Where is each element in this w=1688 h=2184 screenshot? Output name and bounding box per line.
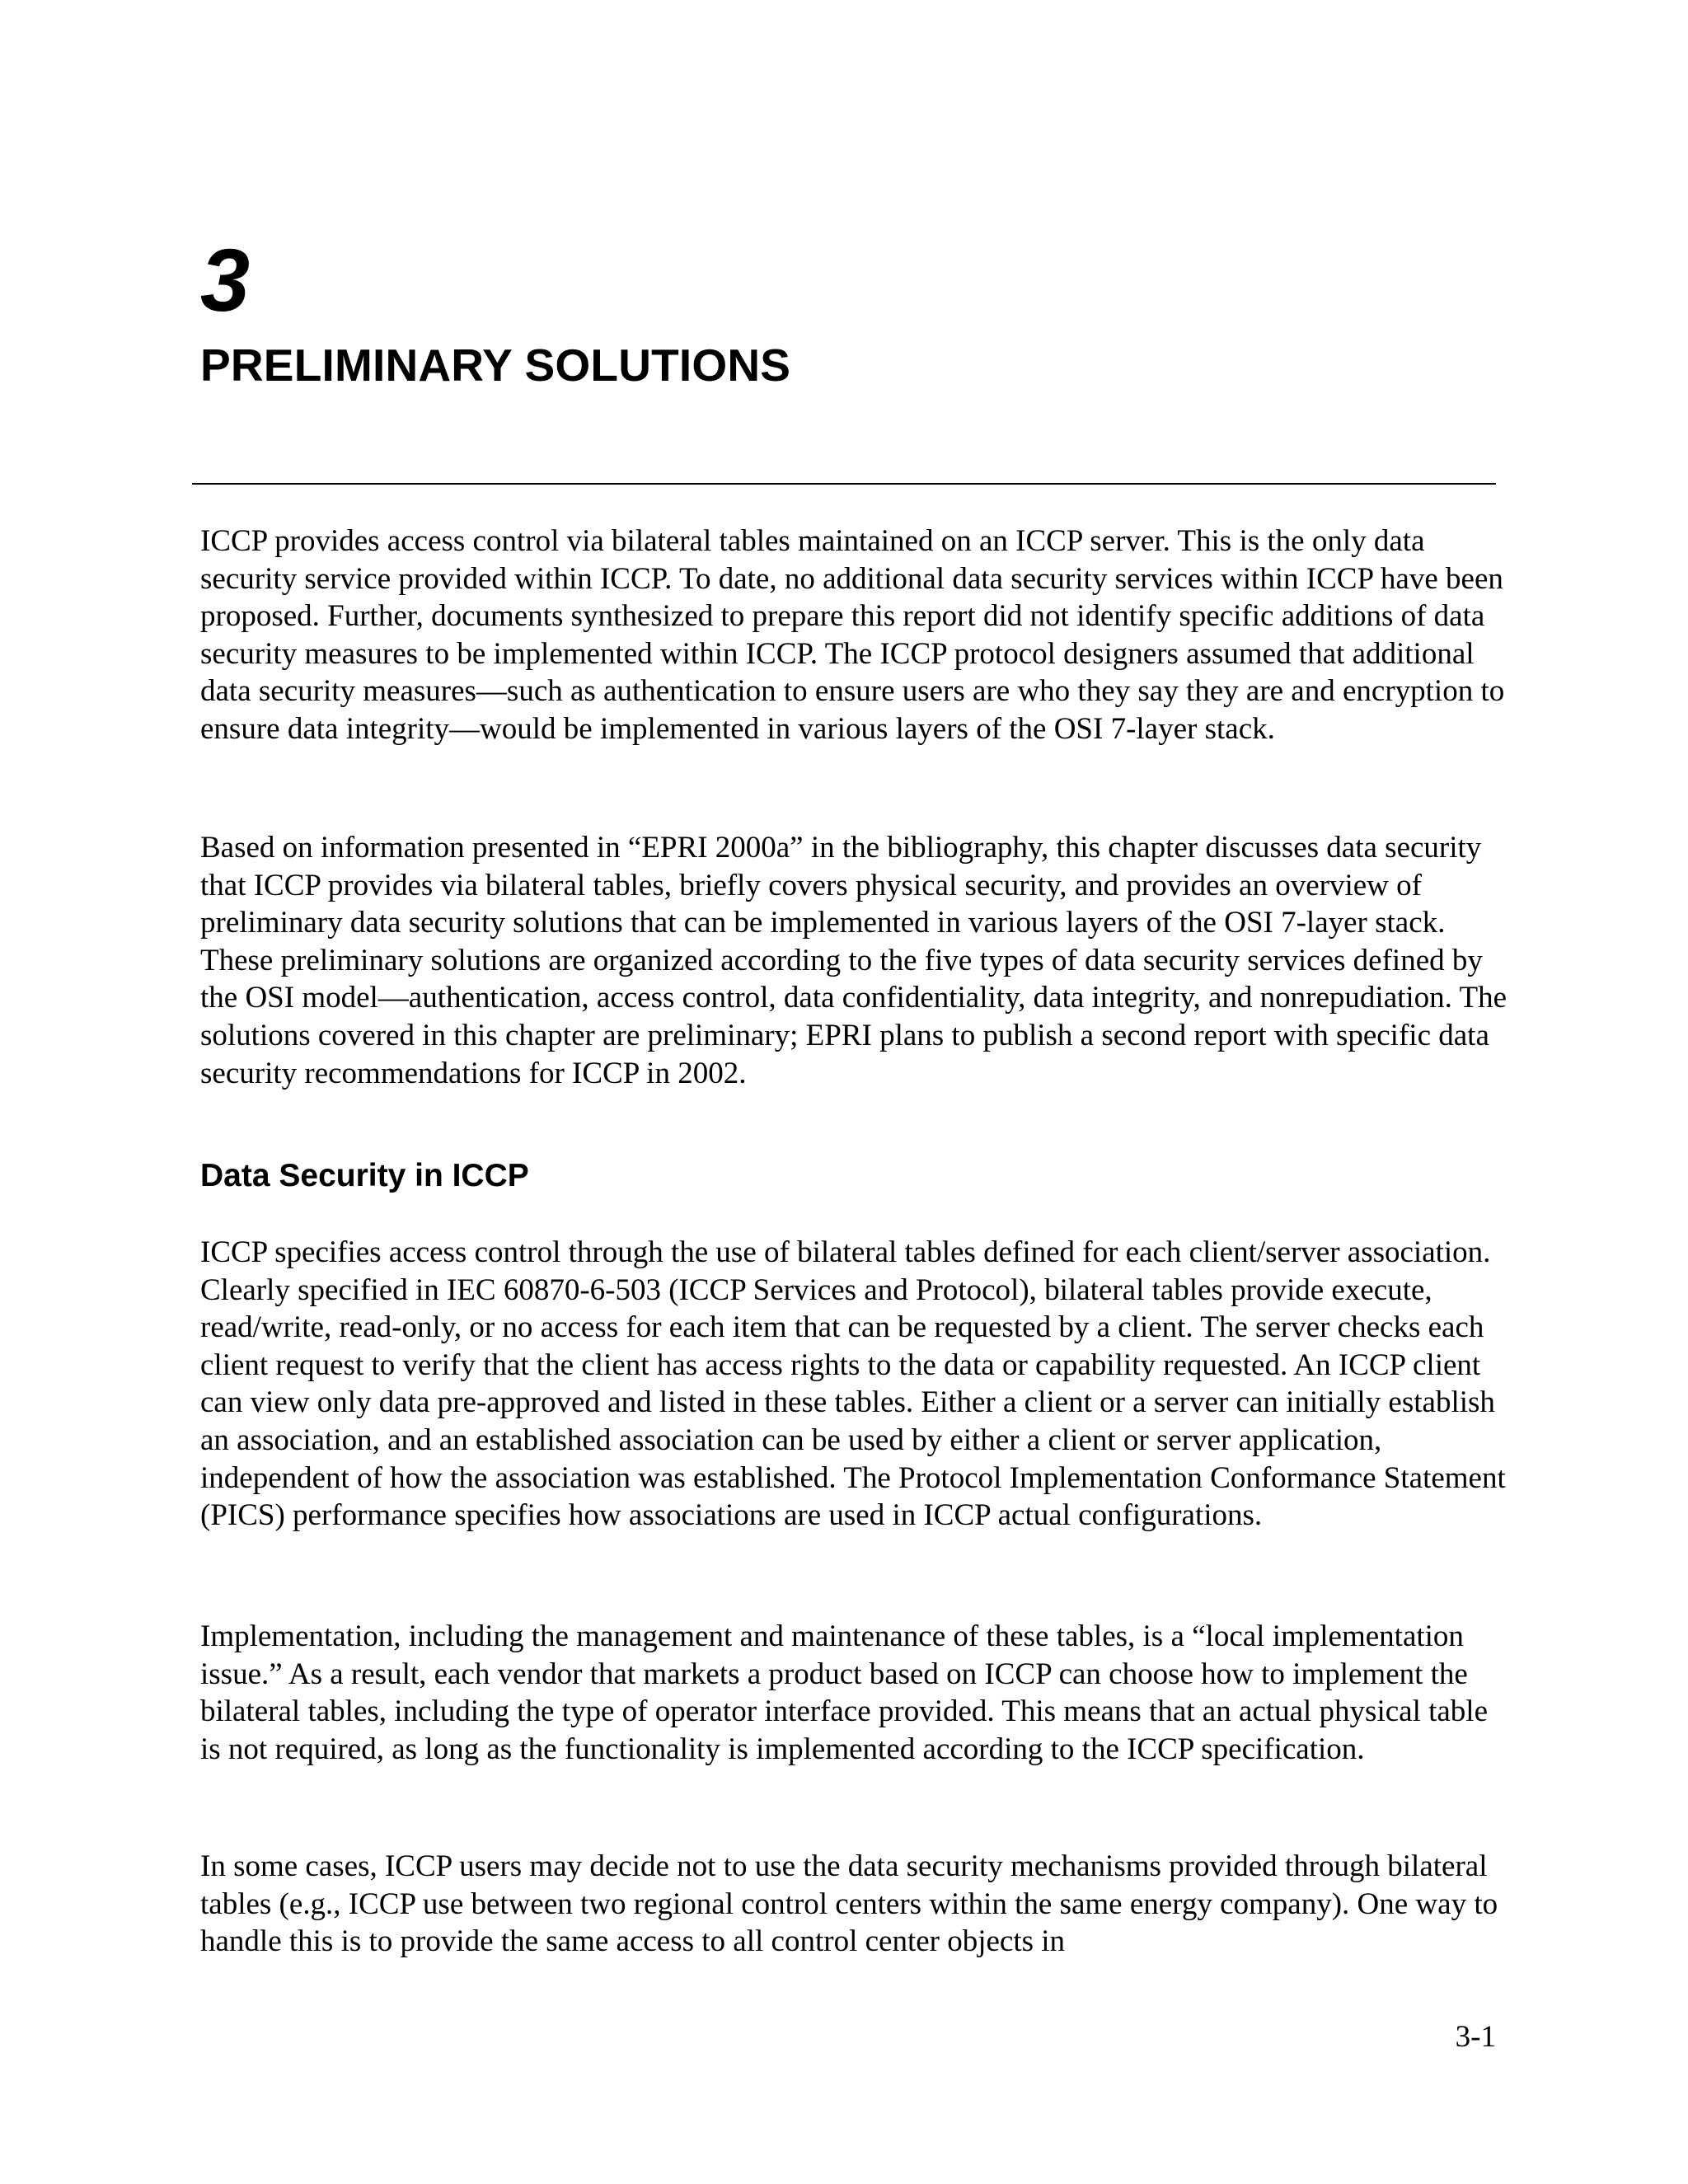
section-paragraph-2: Implementation, including the management and maintenance of these tables, is a “local implementation issue.” As a result, each vendor that markets a product based on ICCP can choose how to implement the bilateral tables, including the type of operator interface provided. This means that an actual physical table is not required, as long as the functionality is implemented according to the ICCP specification. xyxy=(200,1619,1489,1766)
chapter-number: 3 xyxy=(200,230,251,330)
section-paragraph-3: In some cases, ICCP users may decide not to use the data security mechanisms provided through bilateral tables (e.g., ICCP use between two regional control centers within the same energy company). One way to handle this is to provide the same access to all control center objects in xyxy=(200,1849,1498,1959)
section-heading: Data Security in ICCP xyxy=(200,1158,529,1193)
chapter-title: PRELIMINARY SOLUTIONS xyxy=(200,340,791,391)
intro-paragraph-1: ICCP provides access control via bilateral tables maintained on an ICCP server. This is the only data security service provided within ICCP. To date, no additional data security services within ICCP have been proposed. Further, documents synthesized to prepare this report did not identify specific additions of data security measures to be implemented within ICCP. The ICCP protocol designers assumed that additional data security measures—such as authentication to ensure users are who they say they are and encryption to ensure data integrity—would be implemented in various layers of the OSI 7-layer stack. xyxy=(200,524,1505,746)
page-number: 3-1 xyxy=(1455,2020,1496,2054)
intro-paragraph-2: Based on information presented in “EPRI 2000a” in the bibliography, this chapter discusses data security that ICCP provides via bilateral tables, briefly covers physical security, and provides an overview of preliminary data security solutions that can be implemented in various layers of the OSI 7-layer stack. These preliminary solutions are organized according to the five types of data security services defined by the OSI model—authentication, access control, data confidentiality, data integrity, and nonrepudiation. The solutions covered in this chapter are preliminary; EPRI plans to publish a second report with specific data security recommendations for ICCP in 2002. xyxy=(200,831,1507,1090)
title-divider xyxy=(192,483,1496,485)
section-paragraph-1: ICCP specifies access control through the use of bilateral tables defined for each client/server association. Clearly specified in IEC 60870-6-503 (ICCP Services and Protocol), bilateral tables provide execute, read/write, read-only, or no access for each item that can be requested by a client. The server checks each client request to verify that the client has access rights to the data or capability requested. An ICCP client can view only data pre-approved and listed in these tables. Either a client or a server can initially establish an association, and an established association can be used by either a client or server application, independent of how the association was established. The Protocol Implementation Conformance Statement (PICS) performance specifies how associations are used in ICCP actual configurations. xyxy=(200,1235,1506,1533)
